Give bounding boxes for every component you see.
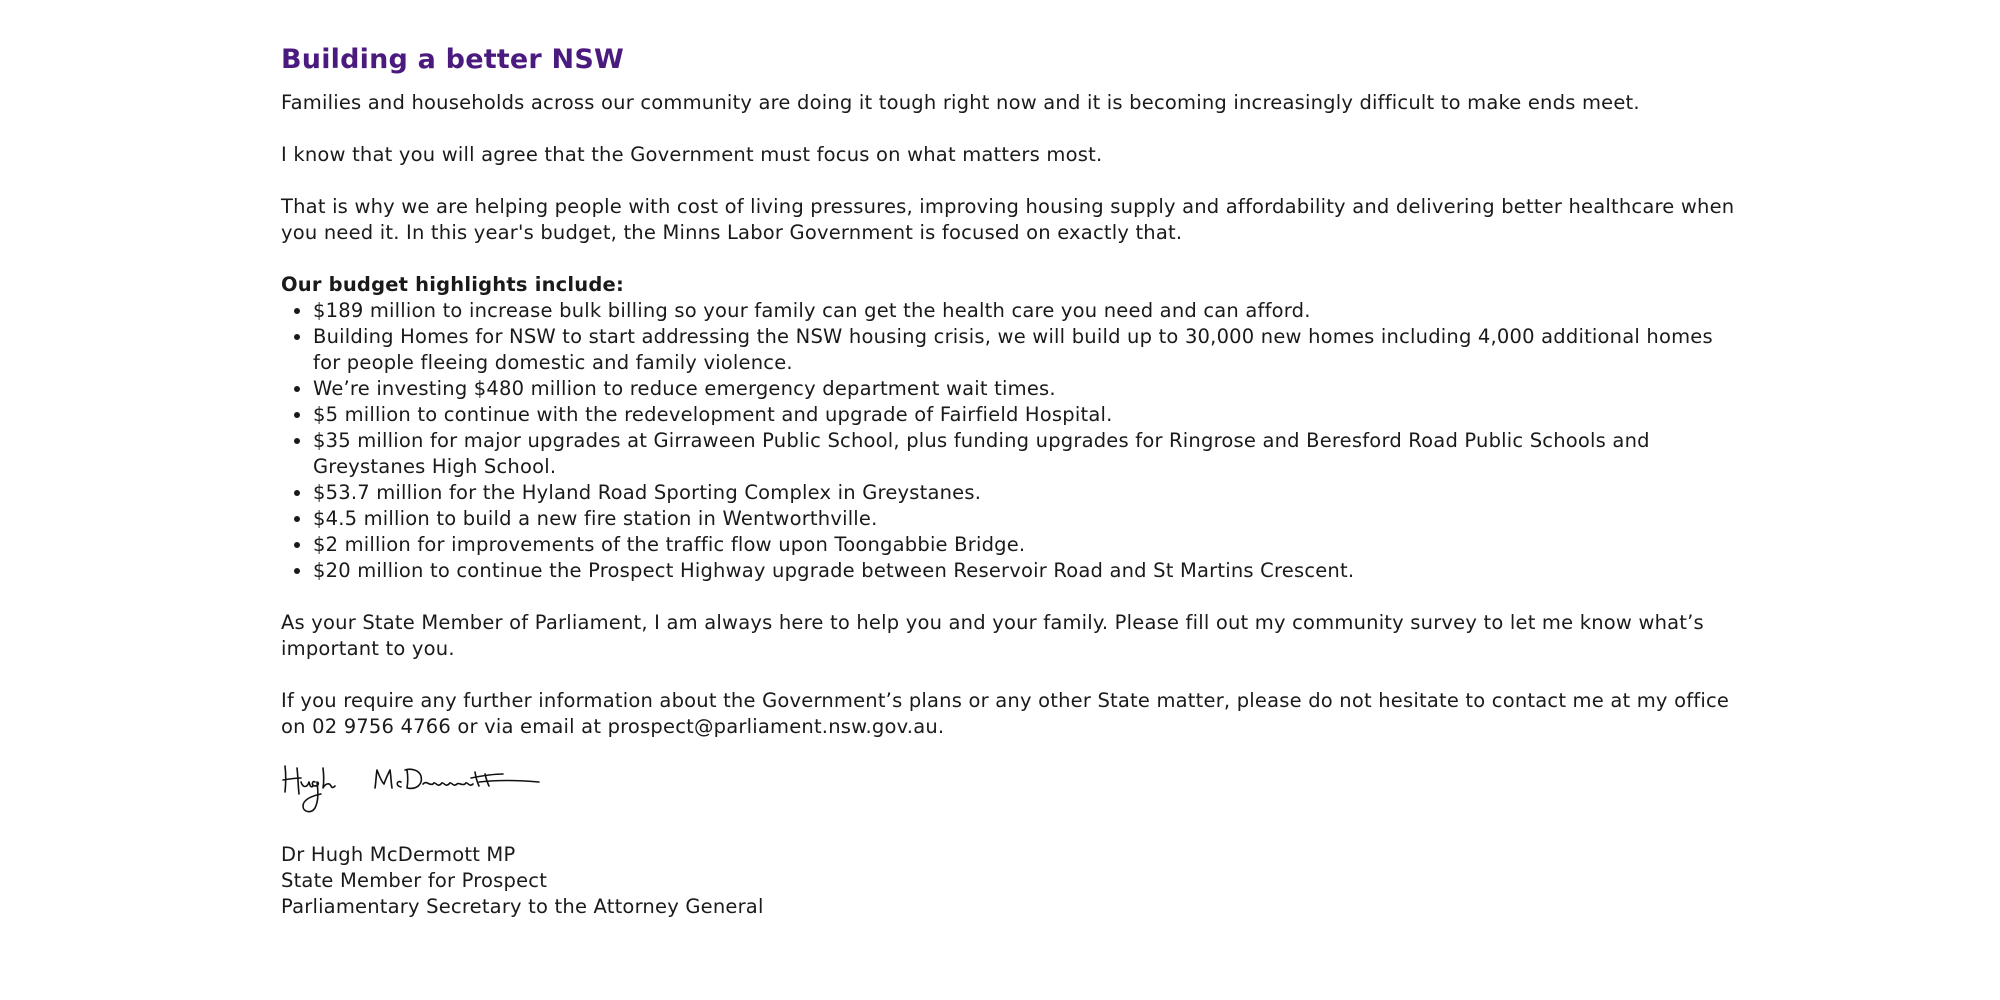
list-item: • $53.7 million for the Hyland Road Sporting Complex in Greystanes. <box>313 480 1741 506</box>
list-item: • $5 million to continue with the redevelopment and upgrade of Fairfield Hospital. <box>313 402 1741 428</box>
list-item: • $4.5 million to build a new fire station in Wentworthville. <box>313 506 1741 532</box>
highlights-list <box>281 298 1741 584</box>
intro-paragraph: Families and households across our community are doing it tough right now and it is becoming increasingly difficult to make ends meet. <box>281 91 1640 114</box>
list-item: • $20 million to continue the Prospect Highway upgrade between Reservoir Road and St Martins Crescent. <box>313 558 1741 584</box>
sign-off <box>281 842 1741 920</box>
list-item: • Building Homes for NSW to start addressing the NSW housing crisis, we will build up to 30,000 new homes including 4,000 additional homes for people fleeing domestic and family violence. <box>313 324 1741 376</box>
letter-content <box>281 40 1741 920</box>
contact-paragraph: If you require any further information about the Government’s plans or any other State matter, please do not hesitate to contact me at my office on 02 9756 4766 or via email at prospect@parliament.nsw.gov.au. <box>281 689 1730 738</box>
page-title: Building a better NSW <box>281 44 624 75</box>
highlights-heading: Our budget highlights include: <box>281 273 624 296</box>
signoff-role: State Member for Prospect <box>281 869 548 892</box>
survey-paragraph: As your State Member of Parliament, I am always here to help you and your family. Please fill out my community survey to let me know what’s important to you. <box>281 611 1704 660</box>
signoff-position: Parliamentary Secretary to the Attorney General <box>281 895 764 918</box>
agree-paragraph: I know that you will agree that the Government must focus on what matters most. <box>281 143 1103 166</box>
signature-image <box>281 760 541 816</box>
list-item: • We’re investing $480 million to reduce emergency department wait times. <box>313 376 1741 402</box>
list-item: • $2 million for improvements of the traffic flow upon Toongabbie Bridge. <box>313 532 1741 558</box>
list-item: • $35 million for major upgrades at Girraween Public School, plus funding upgrades for Ringrose and Beresford Road Public Schools and Greystanes High School. <box>313 428 1741 480</box>
why-paragraph: That is why we are helping people with cost of living pressures, improving housing supply and affordability and delivering better healthcare when you need it. In this year's budget, the Minns Labor Government is focused on exactly that. <box>281 195 1735 244</box>
list-item: • $189 million to increase bulk billing so your family can get the health care you need and can afford. <box>313 298 1741 324</box>
signoff-name: Dr Hugh McDermott MP <box>281 843 516 866</box>
